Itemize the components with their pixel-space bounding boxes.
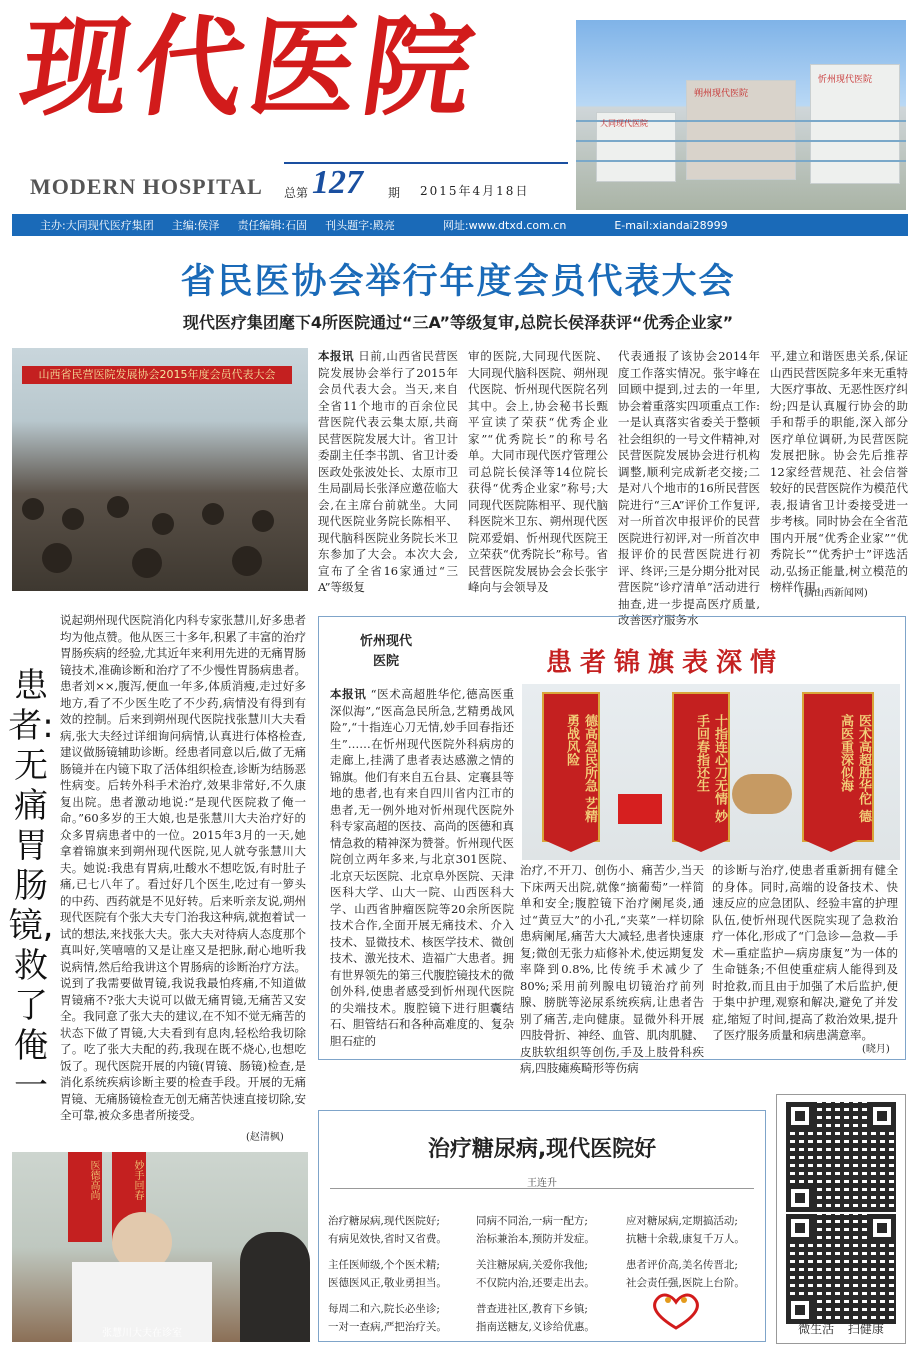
- verse-4-2: 不仅院内治,还要走出去。: [476, 1277, 595, 1289]
- flag-3-text: 医术高超胜华佗 德高医重深似海: [838, 714, 871, 823]
- doctor-photo-flag-2: 妙手回春: [132, 1160, 143, 1200]
- website[interactable]: 网址:www.dtxd.com.cn: [442, 219, 567, 232]
- verse-3-2: 关注糖尿病,关爱你我他;: [476, 1259, 588, 1271]
- flags-title: 患者锦旗表深情: [546, 648, 785, 678]
- feature-text: 说起朔州现代医院消化内科专家张慧川,好多患者均为他点赞。他从医三十多年,积累了丰富的治疗胃肠疾病的经验,尤其近年来利用先进的无痛胃肠镜技术,准确诊断和治疗了不少慢性胃肠病患者。患者刘××,腹泻,便血一年多,体质消瘦,走过好多地方,看了不少医生吃了不少药,病情没有得到有效的控制。后来到朔州现代医院找张慧川大夫看病,张大夫经过详细询问病情,认真进行体格检查,建议做肠镜辅助诊断。经患者同意以后,做了无痛肠镜并在内镜下取了活体组织检查,诊断为结肠恶性病变。后转外科手术治疗,效果非常好,不久康复出院。患者激动地说:“是现代医院救了俺一命。”60多岁的王大娘,也是张慧川大夫治疗好的众多胃病患者中的一位。2015年3月的一天,她拿着锦旗来到朔州现代医院,见人就夸张慧川大夫。她说:我患有胃病,吐酸水不想吃饭,有时肚子痛,已七八年了。看过好几个医生,吃过有一箩头的中药、西药就是不见好转。后来听亲友说,朔州现代医院有个张大夫专门治我这种病,就抱着试一试的想法,来找张大夫。张大夫对待病人态度那个真叫好,笑嘻嘻的又是让座又是把脉,耐心地听我说病情,然后给我讲这个胃肠病的诊断治疗方法。说到了我需要做胃镜,我说我最怕疼痛,不知道做胃镜痛不?张大夫说可以做无痛胃镜,无痛苦又安全。我同意了张大夫的建议,在不知不觉无痛苦的状态下做了胃镜,大夫看到有息肉,轻松给我切除了。吃了张大夫配的药,我现在既不烧心,也想吃饭了。现代医院开展的内镜(胃镜、肠镜)检查,是消化系统疾病诊断主要的检查手段。开展的无痛胃镜、无痛肠镜检查无创无痛苦快速直接切除,安全可靠,被众多患者所接受。: [60, 613, 306, 1122]
- flag-1-text: 德高急民所急 艺精勇战风险: [564, 714, 597, 823]
- issue-suffix: 期: [388, 186, 401, 200]
- flags-photo: [522, 684, 900, 860]
- doctor-photo-caption: 张慧川大夫在诊室: [102, 1328, 182, 1339]
- feature-credit: (赵清枫): [246, 1132, 284, 1143]
- title-calligraphy: 刊头题字:殿亮: [325, 219, 395, 232]
- verse-4-3: 社会责任强,医院上台阶。: [626, 1277, 745, 1289]
- verse-6-1: 一对一查病,严把治疗关。: [328, 1321, 447, 1333]
- diabetes-author: 王连升: [527, 1178, 557, 1189]
- lead-col-2: 审的医院,大同现代医院、大同现代脑科医院、朔州现代医院、忻州现代医院名列其中。会上,协会秘书长甄平宣读了荣获“优秀企业家”“优秀院长”的称号名单。大同市现代医疗管理公司总院长侯泽等14位院长获得“优秀企业家”称号;大同现代医院陈相平、现代脑科医院米卫东、朔州现代医院邓爱娟、忻州现代医院王立荣获“优秀院长”称号。省民营医院发展协会会长张宇峰向与会领导及: [468, 349, 608, 594]
- verse-1-3: 应对糖尿病,定期搞活动;: [626, 1215, 738, 1227]
- meeting-photo: [12, 348, 308, 591]
- lead-tag: 本报讯: [318, 349, 355, 363]
- verse-6-2: 指南送糖友,义诊给优惠。: [476, 1321, 595, 1333]
- hospital-logo-icon: [646, 1290, 706, 1330]
- flags-col-2: 治疗,不开刀、创伤小、痛苦少,当天下床两天出院,就像“摘葡萄”一样简单和安全;腹腔镜下治疗阑尾炎,通过“黄豆大”的小孔,“夹菜”一样切除患病阑尾,痛苦大大减轻,患者快速康复;微创无张力疝修补术,使远期复发率降到0.8%,比传统手术减少了80%;采用前列腺电切镜治疗前列腺、膀胱等泌尿系统疾病,让患者告别了痛苦,走向健康。显微外科开展四肢骨折、神经、血管、肌肉肌腱、皮肤软组织等创伤,手及上肢骨科疾病,四肢瘫痪畸形等伤病: [520, 863, 704, 1075]
- sign-1: 大同现代医院: [600, 119, 648, 128]
- qr-label: 微生活 扫健康: [798, 1322, 884, 1336]
- info-bar: [12, 214, 908, 236]
- flags-col-3: 的诊断与治疗,使患者重新拥有健全的身体。同时,高端的设备技术、快速反应的应急团队、经验丰富的护理队伍,使忻州现代医院实现了急救治疗一体化,形成了“门急诊—急救—手术—重症监护—病房康复”为一体的生命链条;不但使重症病人能得到及时抢救,而且由于加强了术后监护,便于集中护理,观察和解决,避免了并发症,缩短了时间,提高了救治效果,提升了医疗服务质量和病患满意率。: [712, 863, 898, 1042]
- masthead-english: MODERN HOSPITAL: [30, 174, 263, 199]
- verse-2-2: 治标兼治本,预防并发症。: [476, 1233, 595, 1245]
- flags-col-1: [330, 686, 515, 1048]
- qr-code-1-icon[interactable]: [786, 1102, 896, 1212]
- verse-3-3: 患者评价高,美名传晋北;: [626, 1259, 738, 1271]
- lead-credit: (摘山西新闻网): [800, 588, 868, 599]
- verse-2-3: 抗糖十余载,康复千万人。: [626, 1233, 745, 1245]
- masthead-title: 现代医院: [13, 5, 487, 131]
- flags-credit: (晓月): [862, 1044, 890, 1055]
- flags-col-1b: [330, 862, 514, 1052]
- issue-num: 127: [312, 164, 363, 201]
- chief-editor: 主编:侯泽: [171, 219, 220, 232]
- sign-3: 忻州现代医院: [818, 75, 873, 85]
- diabetes-divider: [330, 1188, 754, 1189]
- doctor-photo: [12, 1152, 308, 1342]
- hospital-buildings-photo: [576, 20, 906, 210]
- flags-hospital-name: 忻州现代 医院: [359, 634, 412, 669]
- verse-4-1: 医德医风正,敬业勇担当。: [328, 1277, 447, 1289]
- lead-headline: 省民医协会举行年度会员代表大会: [180, 262, 736, 302]
- feature-side-title: 患者:无痛胃肠镜,救了俺一: [8, 666, 54, 1106]
- flags-col-1-text: “医术高超胜华佗,德高医重深似海”,“医高急民所急,艺精勇战风险”,“十指连心刀无情,妙手回春指还生”……在忻州现代医院外科病房的走廊上,挂满了患者表达感激之情的锦旗。他们有来自五台县、定襄县等地的患者,也有来自四川省内江市的患者,无一例外地对忻州现代医院外科专家高超的医技、高尚的医德和真情急救的精神深为赞誉。忻州现代医院创立两年多来,与北京301医院、北京天坛医院、北京阜外医院、天津医科大学、山大一院、山西医科大学、山西省肿瘤医院等20余所医院技术合作,全面开展无痛技术、介入技术、显微技术、核医学技术、微创技术、激光技术、造福广大患者。拥有世界领先的第三代腹腔镜技术的微创外科,使患者感受到忻州现代医院的尖端技术。腹腔镜下进行胆囊结石、胆管结石和各种高难度的、复杂胆石症的: [330, 687, 515, 1048]
- lead-col-1-text: 日前,山西省民营医院发展协会举行了2015年会员代表大会。当天,来自全省11个地市的百余位民营医院代表云集太原,共商民营医院发展大计。省卫计委副主任李书凯、省卫计委医政处张波处长、太原市卫生局副局长张泽应邀莅临大会,在主席台前就坐。大同现代医院业务院长陈相平、现代脑科医院业务院长米卫东参加了大会。本次大会,宣布了全省16家通过“三A”等级复: [318, 349, 458, 594]
- sign-2: 朔州现代医院: [694, 89, 749, 99]
- verse-5-1: 每周二和六,院长必坐诊;: [328, 1303, 440, 1315]
- diabetes-title: 治疗糖尿病,现代医院好: [427, 1137, 657, 1162]
- verse-2-1: 有病见效快,省时又省费。: [328, 1233, 447, 1245]
- lead-col-4: 平,建立和谐医患关系,保证山西民营医院多年来无重特大医疗事故、无恶性医疗纠纷;四是认真履行协会的助手和帮手的职能,深入部分医疗单位调研,为民营医院发展把脉。协会先后推荐12家经营规范、社会信誉较好的民营医院作为模范代表,报请省卫计委接受进一步考核。同时协会在全省范围内开展“优秀企业家”“优秀院长”“优秀护士”评选活动,弘扬正能量,树立模范的榜样作用。: [770, 349, 908, 594]
- lead-col-3: 代表通报了该协会2014年度工作落实情况。张宇峰在回顾中提到,过去的一年里,协会着重落实四项重点工作:一是认真落实省委关于整顿社会组织的一号文件精神,对民营医院发展协会进行机构调整,顺利完成新老交接;二是对八个地市的16所民营医院进行“三A”评价工作复评,对一所首次申报评价的民营医院进行初评,对一所首次申报评价的民营医院进行初评、终评;三是分期分批对民营医院“诊疗清单”活动进行抽查,进一步提高医疗质量,改善医疗服务水: [618, 349, 760, 627]
- issue-date: 2015年4月18日: [420, 184, 530, 198]
- verse-5-2: 普查进社区,教育下乡镇;: [476, 1303, 588, 1315]
- verse-1-2: 同病不同治,一病一配方;: [476, 1215, 588, 1227]
- flag-2-text: 十指连心刀无情 妙手回春指还生: [694, 714, 727, 823]
- verse-1-1: 治疗糖尿病,现代医院好;: [328, 1215, 440, 1227]
- qr-code-2-icon[interactable]: [786, 1214, 896, 1324]
- flags-tag: 本报讯: [330, 687, 367, 701]
- verse-3-1: 主任医师级,个个医术精;: [328, 1259, 440, 1271]
- lead-subhead: 现代医疗集团麾下4所医院通过“三A”等级复审,总院长侯泽获评“优秀企业家”: [182, 313, 734, 332]
- doctor-photo-flag-1: 医德高尚: [88, 1160, 99, 1200]
- sponsor: 主办:大同现代医疗集团: [40, 219, 154, 232]
- editor: 责任编辑:石固: [237, 219, 308, 232]
- lead-col-1: [318, 348, 458, 598]
- issue-prefix: 总第: [284, 186, 309, 200]
- email[interactable]: E-mail:xiandai28999: [614, 218, 728, 232]
- photo-banner: 山西省民营医院发展协会2015年度会员代表大会: [22, 366, 292, 384]
